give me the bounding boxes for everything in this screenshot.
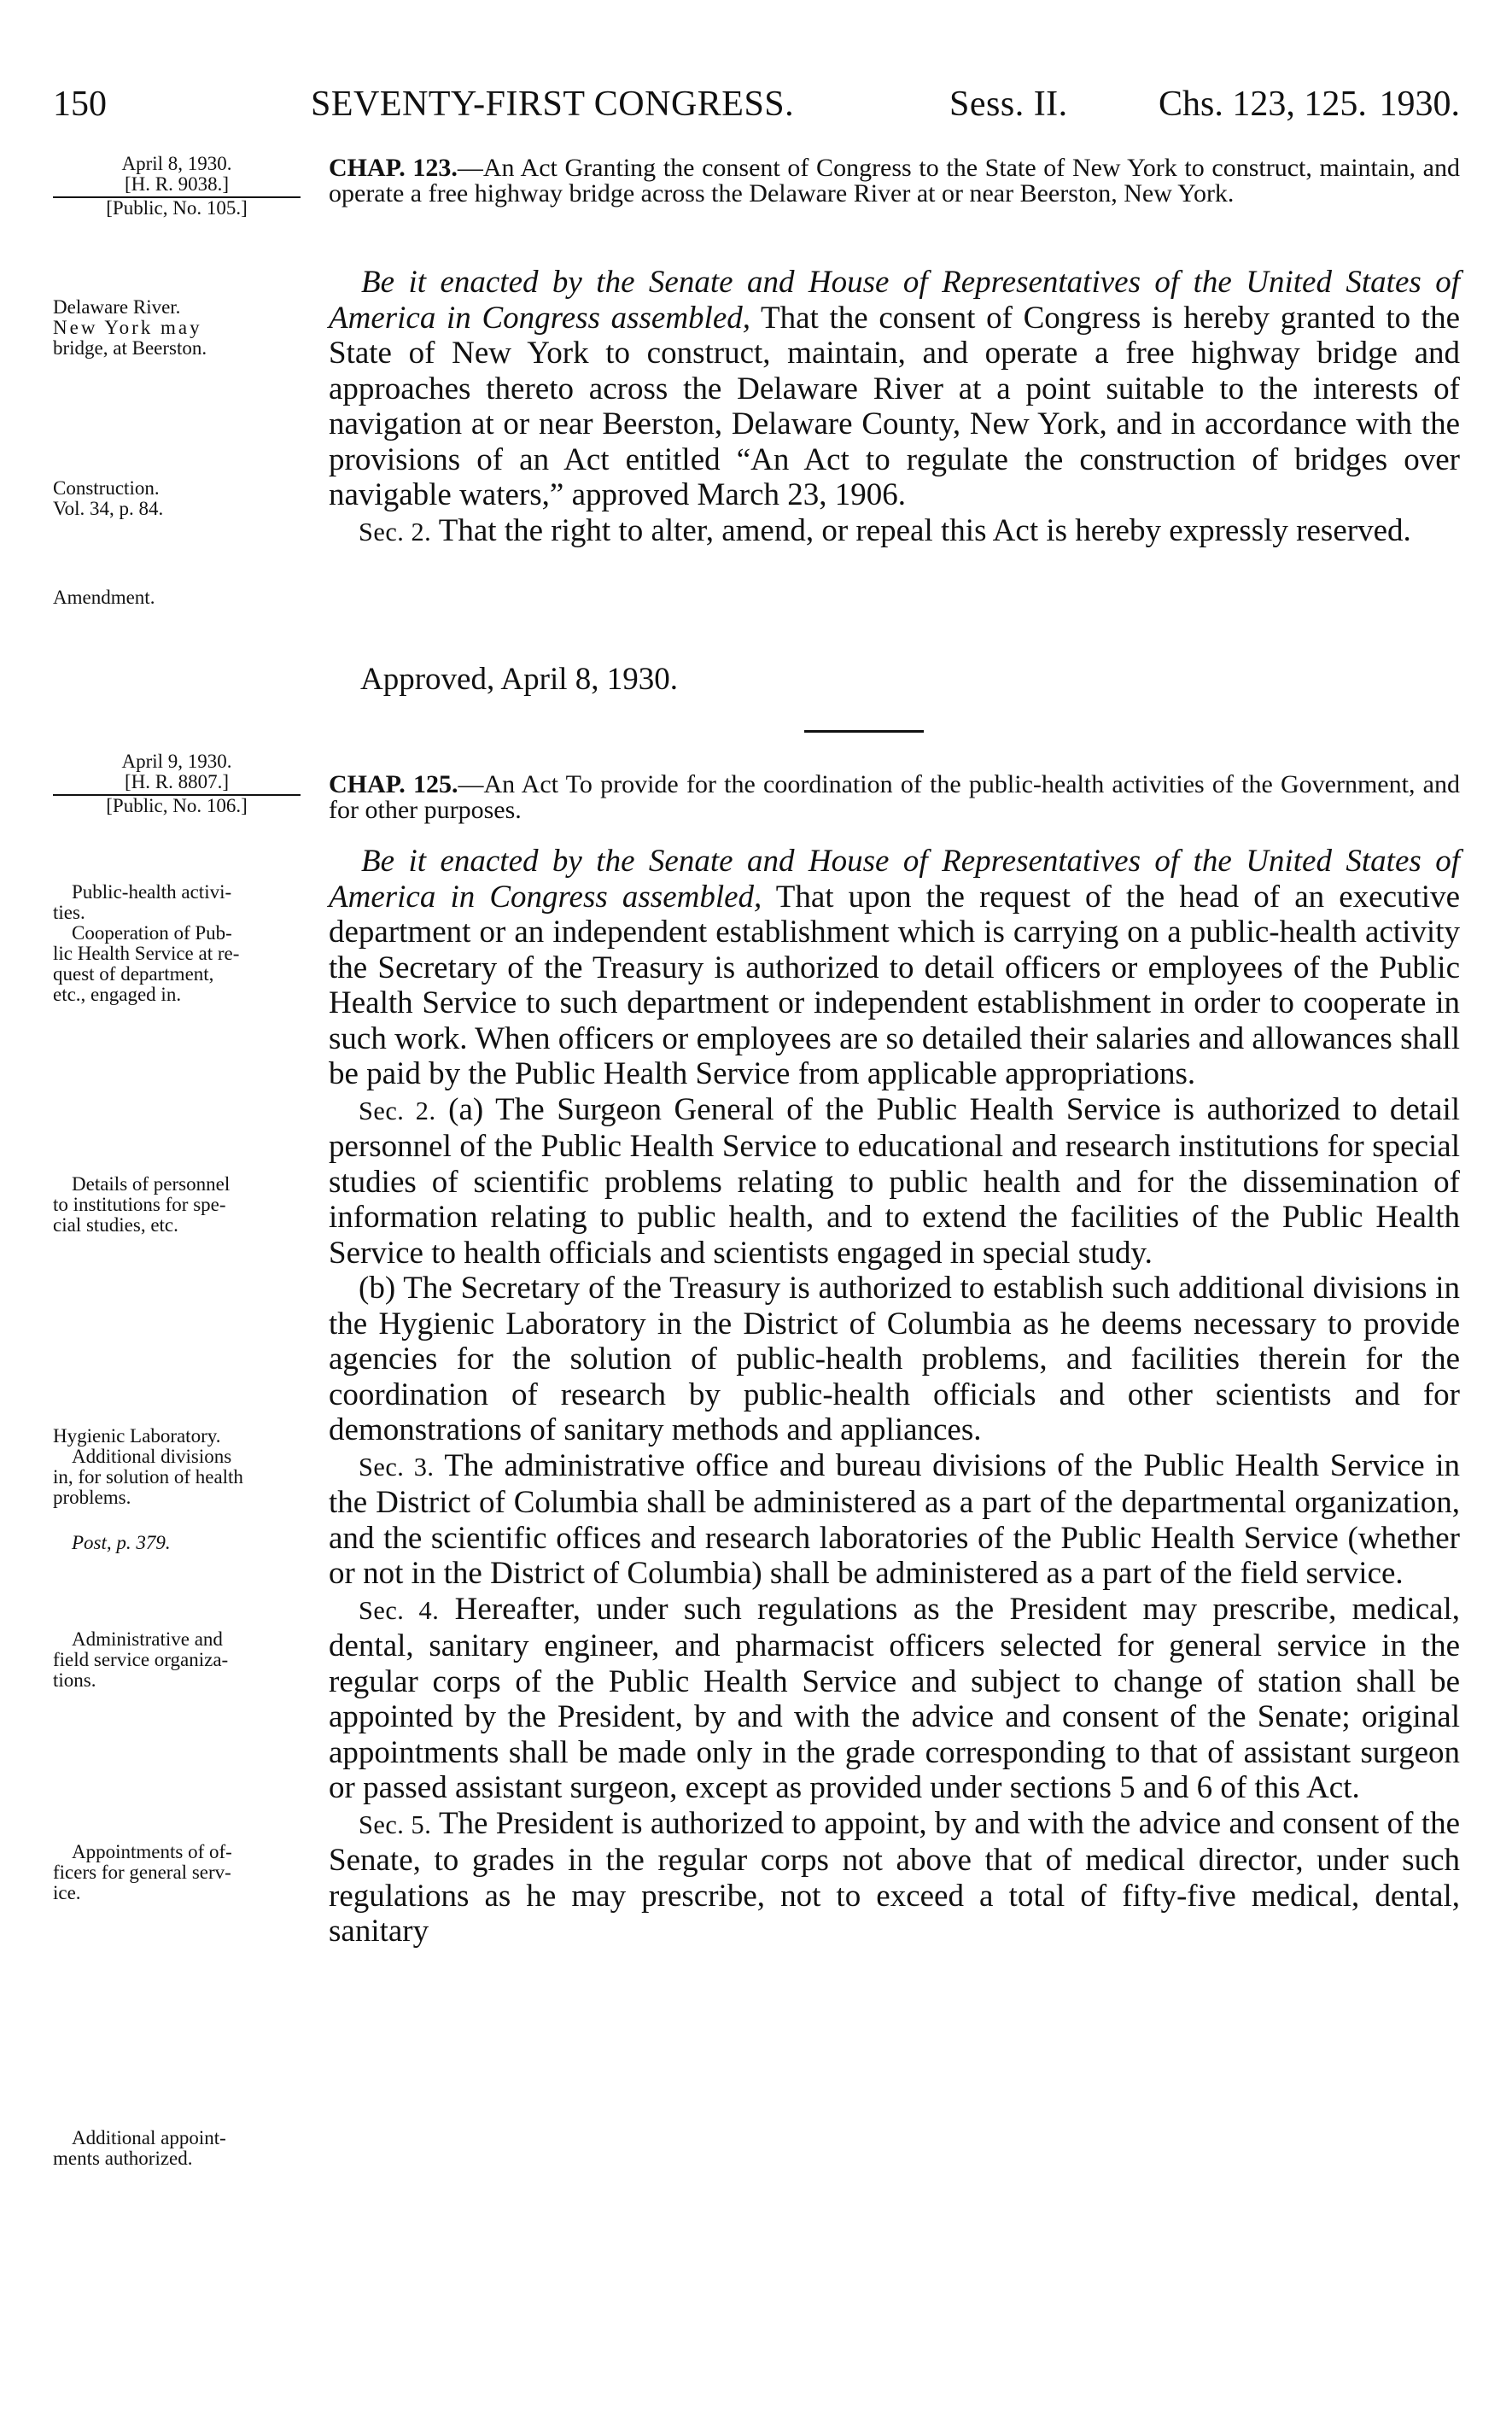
margin-note-hygienic <box>53 1426 326 1508</box>
section-label: Sec. 5. <box>359 1809 432 1839</box>
margin-line: quest of department, <box>53 963 214 985</box>
margin-line: Appointments of of- <box>72 1841 232 1862</box>
margin-line: ice. <box>53 1882 81 1903</box>
margin-line: Hygienic Laboratory. <box>53 1425 221 1447</box>
ch123-section-1 <box>329 265 1460 513</box>
ch123-body <box>329 265 1460 550</box>
ch125-body <box>329 844 1460 1949</box>
section-text: The administrative office and bureau divisions of the Public Health Service in the District of Columbia shall be administered as a part of the departmental organization, and the scientific offices and research laboratories of the Public Health Service (whether or not in the District of Columbia) shall be administered as a part of the field service. <box>329 1447 1461 1591</box>
ch123-chap-title: —An Act Granting the consent of Congress to the State of New York to construct, maintain, and operate a free highway bridge across the Delaware River at or near Beerston, New York. <box>329 154 1460 208</box>
ch125-heading <box>329 772 1460 823</box>
margin-line: lic Health Service at re- <box>53 943 240 964</box>
ch125-public-number: [Public, No. 106.] <box>53 794 301 816</box>
ch123-chap-label: CHAP. 123. <box>329 154 458 182</box>
margin-note-amendment <box>53 587 326 608</box>
margin-line: New York may <box>53 317 202 338</box>
margin-line: Administrative and <box>72 1628 223 1650</box>
margin-line: Details of personnel <box>72 1173 231 1195</box>
header-year: 1930. <box>1379 85 1460 124</box>
section-text: That the right to alter, amend, or repeal this Act is hereby expressly reserved. <box>431 512 1411 548</box>
ch125-section-1 <box>329 844 1460 1092</box>
section-text: Hereafter, under such regulations as the President may prescribe, medical, dental, sanitary engineer, and pharmacist officers selected for general service in the regular corps of the Public Health Service and subject to change of station shall be appointed by the President, by and with the advice and consent of the Senate; original appointments shall be made only in the grade corresponding to that of assistant surgeon or passed assistant surgeon, except as provided under sections 5 and 6 of this Act. <box>329 1591 1461 1805</box>
margin-line: bridge, at Beerston. <box>53 337 207 359</box>
margin-note-details <box>53 1174 326 1236</box>
ch123-date: April 8, 1930. <box>121 153 232 174</box>
margin-line: Delaware River. <box>53 296 181 318</box>
margin-note-delaware <box>53 297 326 359</box>
enacting-clause: Be it enacted by the Senate and House of Representatives of the United States of America in Congress assembled, <box>329 844 1460 915</box>
enacting-clause: Be it enacted by the Senate and House of Representatives of the United States of America in Congress assembled, <box>329 265 1460 336</box>
section-label: Sec. 2. <box>359 517 432 547</box>
margin-line: Post, p. 379. <box>72 1532 171 1553</box>
margin-note-admin <box>53 1629 326 1691</box>
section-label: Sec. 2. <box>359 1096 436 1125</box>
margin-line: ties. <box>53 902 85 923</box>
margin-note-appointments <box>53 1842 326 1903</box>
ch123-public-number: [Public, No. 105.] <box>53 196 301 219</box>
margin-note-construction <box>53 478 326 519</box>
margin-line: field service organiza- <box>53 1649 229 1670</box>
margin-note-additional <box>53 2128 326 2169</box>
ch125-section-4 <box>329 1592 1460 1806</box>
page-number: 150 <box>53 85 107 124</box>
margin-line: Additional divisions <box>72 1446 232 1467</box>
ch125-section-5 <box>329 1806 1460 1949</box>
ch123-section-2 <box>329 513 1460 551</box>
margin-note-post-ref <box>53 1533 326 1553</box>
margin-line: ments authorized. <box>53 2148 193 2169</box>
section-text: (b) The Secretary of the Treasury is authorized to establish such additional divisions in the Hygienic Laboratory in the District of Columbia as he deems necessary to provide agencies for the solution of public-health problems, and facilities therein for the coordination of research by public-health officials and other scientists and for demonstrations of sanitary methods and appliances. <box>329 1271 1460 1447</box>
margin-line: etc., engaged in. <box>53 984 182 1005</box>
ch125-bill-number: [H. R. 8807.] <box>124 771 230 792</box>
section-text: That the consent of Congress is hereby granted to the State of New York to construct, maintain, and operate a free highway bridge and approaches thereto across the Delaware River at a point suitable to the interests of navigation at or near Beerston, Delaware County, New York, and in accordance with the provisions of an Act entitled “An Act to regulate the construction of bridges over navigable waters,” approved March 23, 1906. <box>329 300 1460 512</box>
congress-title: SEVENTY-FIRST CONGRESS. <box>311 85 795 124</box>
margin-line: cial studies, etc. <box>53 1214 178 1236</box>
margin-line: Vol. 34, p. 84. <box>53 498 164 519</box>
section-text: The President is authorized to appoint, by and with the advice and consent of the Senate, to grades in the regular corps not above that of medical director, under such regulations as he may prescribe, not to exceed a total of fifty-five medical, dental, sanitary <box>329 1805 1460 1949</box>
session-label: Sess. II. <box>949 85 1068 124</box>
margin-line: in, for solution of health <box>53 1466 243 1488</box>
margin-line: to institutions for spe- <box>53 1194 226 1215</box>
section-label: Sec. 4. <box>359 1595 440 1625</box>
ch125-section-2a <box>329 1092 1460 1271</box>
ch125-margin-date <box>53 751 301 816</box>
running-header <box>53 79 1460 130</box>
ch125-section-2b <box>329 1271 1460 1448</box>
margin-line: Additional appoint- <box>72 2127 226 2148</box>
ch125-section-3 <box>329 1448 1460 1592</box>
ch123-margin-date <box>53 154 301 219</box>
ch123-approved: Approved, April 8, 1930. <box>360 662 679 697</box>
section-label: Sec. 3. <box>359 1452 435 1482</box>
margin-line: Amendment. <box>53 587 155 608</box>
section-text: That upon the request of the head of an executive department or an independent establishment which is carrying on a public-health activity the Secretary of the Treasury is authorized to detail officers or employees of the Public Health Service to such department or independent establishment in order to cooperate in such work. When officers or employees are so detailed their salaries and allowances shall be paid by the Public Health Service from applicable appropriations. <box>329 879 1460 1091</box>
margin-line: Public-health activi- <box>72 881 232 903</box>
margin-line: tions. <box>53 1669 96 1691</box>
ch123-heading <box>329 155 1460 207</box>
chapter-divider <box>804 730 924 733</box>
margin-line: Construction. <box>53 477 160 499</box>
ch123-bill-number: [H. R. 9038.] <box>124 173 230 195</box>
section-text: (a) The Surgeon General of the Public Health Service is authorized to detail personnel of the Public Health Service to educational and research institutions for special studies of scientific problems relating to public health and for the dissemination of information relating to public health, and to extend the facilities of the Public Health Service to health officials and scientists engaged in special study. <box>329 1091 1461 1271</box>
margin-line: ficers for general serv- <box>53 1862 231 1883</box>
ch125-chap-title: —An Act To provide for the coordination of the public-health activities of the Government, and for other purposes. <box>329 770 1460 824</box>
chapters-label: Chs. 123, 125. <box>1159 85 1367 124</box>
ch125-date: April 9, 1930. <box>121 751 232 772</box>
margin-line: problems. <box>53 1487 131 1508</box>
margin-note-public-health <box>53 882 326 1005</box>
ch125-chap-label: CHAP. 125. <box>329 770 458 798</box>
margin-line: Cooperation of Pub- <box>72 922 232 944</box>
